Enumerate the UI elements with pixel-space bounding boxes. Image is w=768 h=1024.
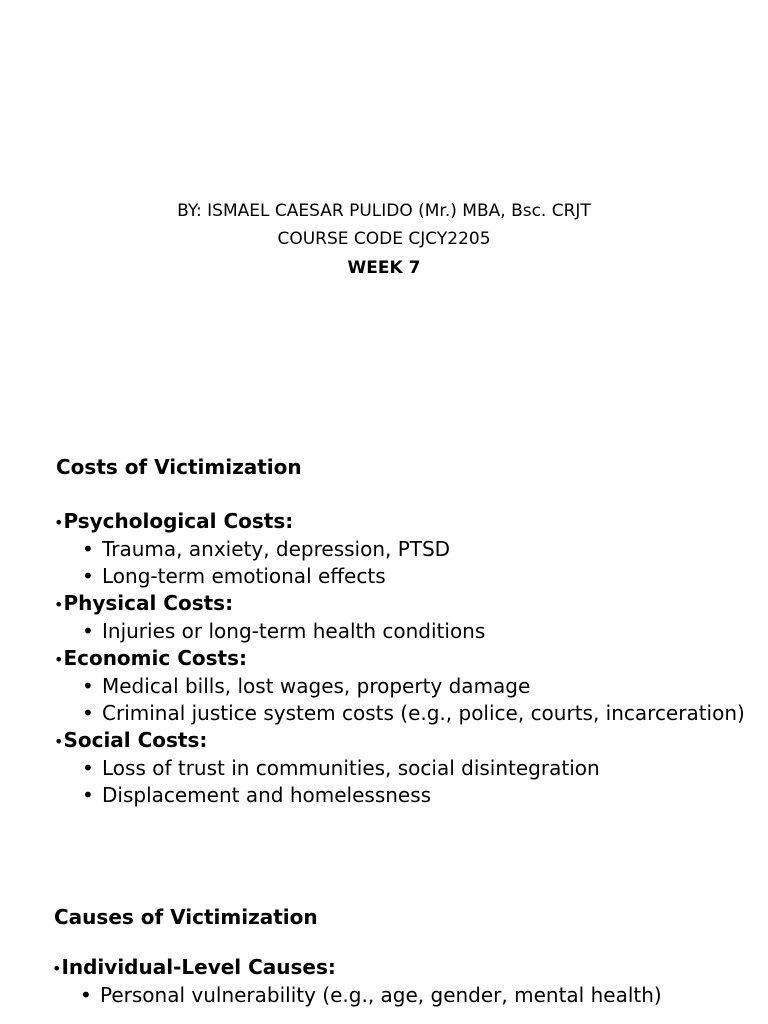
category-heading xyxy=(54,727,754,755)
week-label: WEEK 7 xyxy=(347,258,421,278)
category-heading xyxy=(54,645,754,673)
list-item xyxy=(54,673,754,700)
list-item xyxy=(54,782,754,809)
causes-section-title: Causes of Victimization xyxy=(54,905,318,929)
list-item-text: Personal vulnerability (e.g., age, gender, mental health) xyxy=(100,983,662,1007)
bullet-mark: • xyxy=(54,513,64,532)
list-item-text: Loss of trust in communities, social disintegration xyxy=(102,756,600,780)
bullet-mark: • xyxy=(54,595,64,614)
list-item-text: Criminal justice system costs (e.g., police, courts, incarceration) xyxy=(102,701,745,725)
list-item xyxy=(54,700,754,727)
category-label: Psychological Costs: xyxy=(63,509,294,533)
category-heading xyxy=(52,954,752,982)
category-heading xyxy=(54,590,754,618)
category-label: Social Costs: xyxy=(63,728,208,752)
bullet-mark: • xyxy=(52,959,62,978)
list-item-text: Medical bills, lost wages, property damage xyxy=(102,674,531,698)
course-code: COURSE CODE CJCY2205 xyxy=(277,229,491,249)
causes-list xyxy=(52,954,752,1009)
list-item xyxy=(54,618,754,645)
bullet-mark: • xyxy=(80,983,92,1007)
category-label: Individual-Level Causes: xyxy=(61,955,336,979)
category-label: Physical Costs: xyxy=(63,591,234,615)
bullet-mark: • xyxy=(82,674,94,698)
bullet-mark: • xyxy=(82,701,94,725)
bullet-mark: • xyxy=(82,619,94,643)
list-item-text: Trauma, anxiety, depression, PTSD xyxy=(102,537,451,561)
bullet-mark: • xyxy=(54,650,64,669)
costs-list xyxy=(54,508,754,809)
bullet-mark: • xyxy=(82,756,94,780)
category-heading xyxy=(54,508,754,536)
list-item xyxy=(54,563,754,590)
list-item-text: Injuries or long-term health conditions xyxy=(102,619,486,643)
bullet-mark: • xyxy=(82,564,94,588)
list-item xyxy=(52,982,752,1009)
list-item xyxy=(54,755,754,782)
bullet-mark: • xyxy=(82,537,94,561)
bullet-mark: • xyxy=(82,783,94,807)
author-byline: BY: ISMAEL CAESAR PULIDO (Mr.) MBA, Bsc. CRJT xyxy=(177,201,591,221)
bullet-mark: • xyxy=(54,732,64,751)
list-item-text: Long-term emotional effects xyxy=(102,564,386,588)
list-item-text: Displacement and homelessness xyxy=(102,783,432,807)
category-label: Economic Costs: xyxy=(63,646,247,670)
costs-section-title: Costs of Victimization xyxy=(56,455,302,479)
list-item xyxy=(54,536,754,563)
